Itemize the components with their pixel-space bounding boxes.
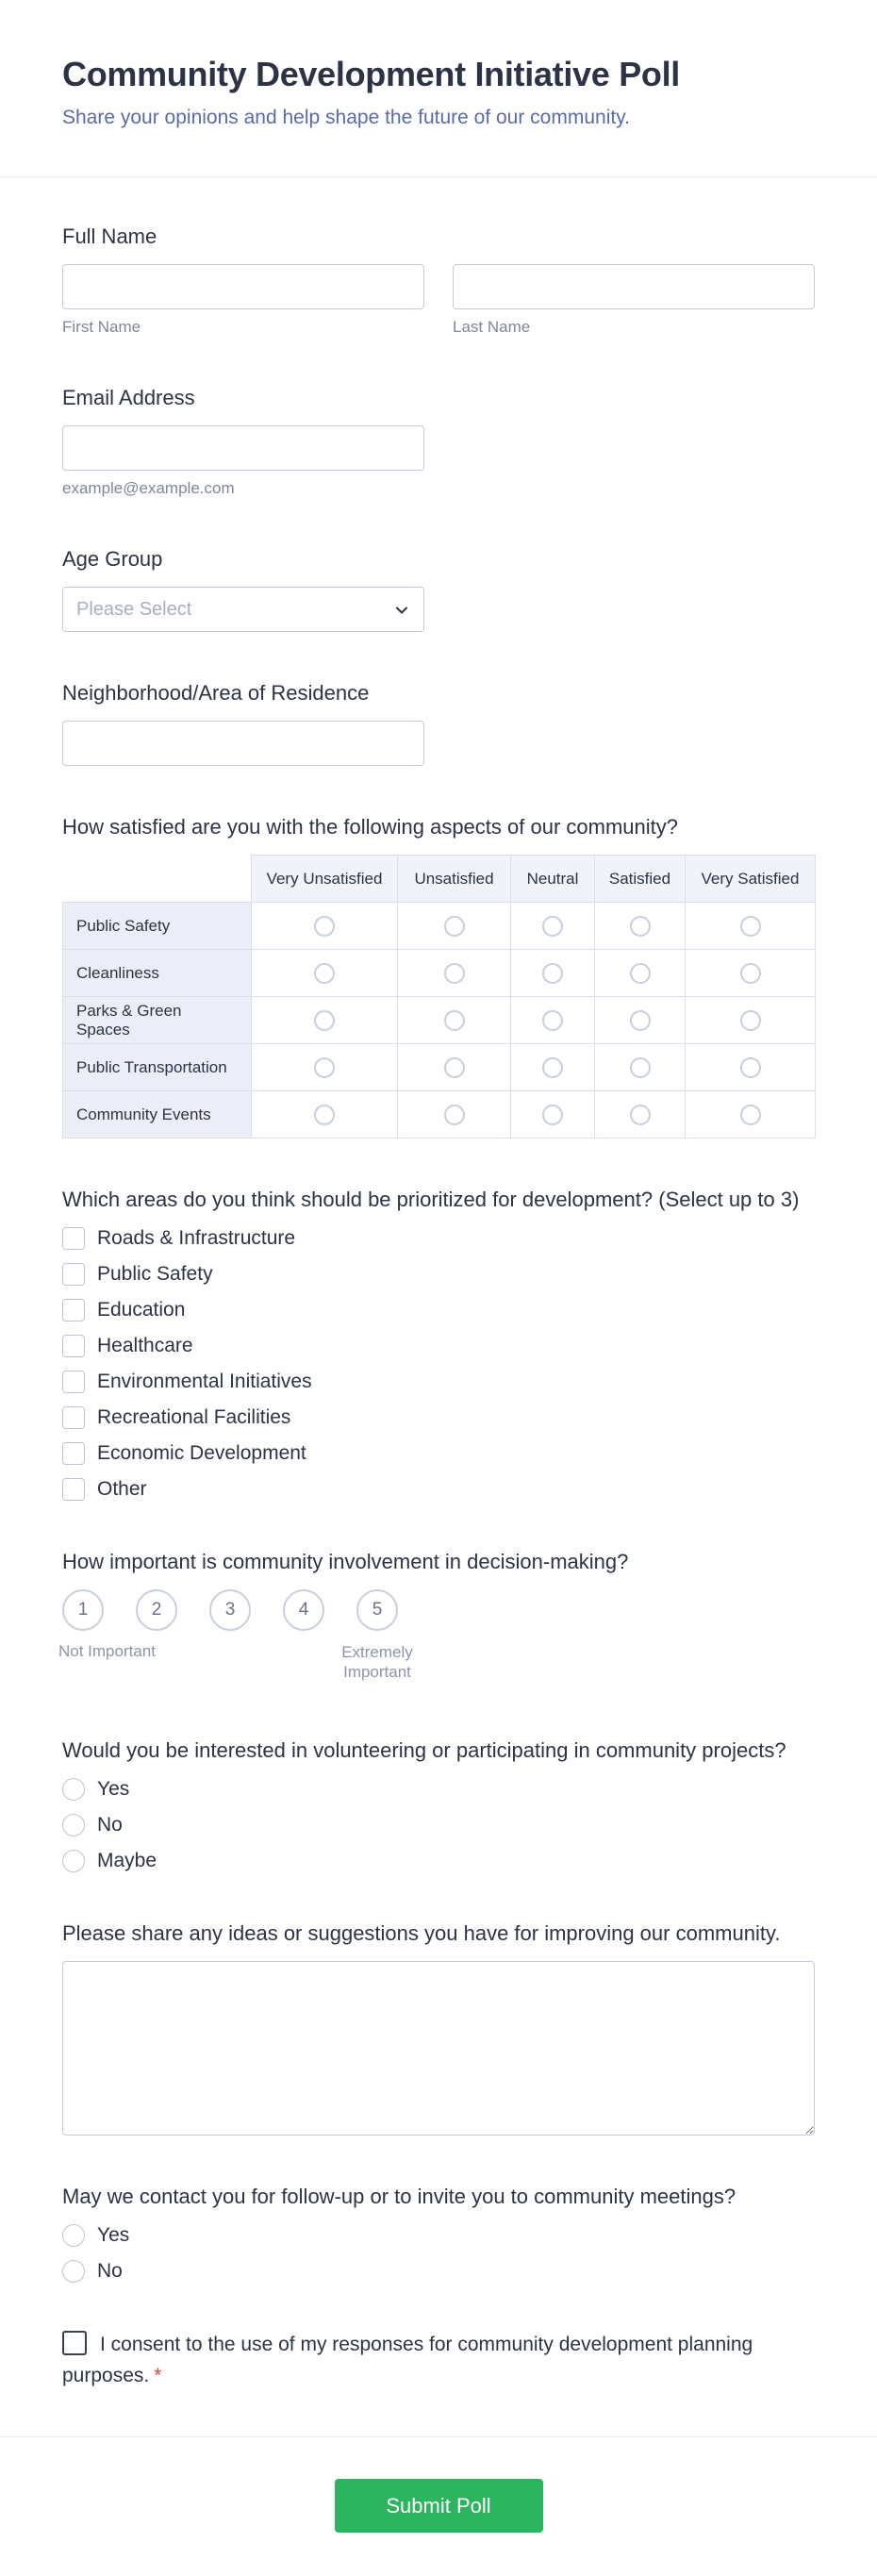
matrix-col-header-neutral: Neutral — [511, 856, 595, 903]
radio-option-contact-yes[interactable]: Yes — [62, 2224, 815, 2247]
checkbox-option-recreation[interactable]: Recreational Facilities — [62, 1406, 815, 1429]
consent-text: I consent to the use of my responses for community development planning purposes. — [62, 2334, 753, 2386]
matrix-row-public-safety — [63, 903, 816, 950]
matrix-radio[interactable] — [542, 963, 563, 984]
scale-option-3[interactable]: 3 — [209, 1589, 251, 1631]
question-full-name — [62, 224, 815, 337]
matrix-radio[interactable] — [740, 1057, 761, 1078]
radio-option-volunteer-maybe[interactable]: Maybe — [62, 1850, 815, 1872]
form-subtitle: Share your opinions and help shape the future of our community. — [62, 107, 630, 128]
radio-option-volunteer-no[interactable]: No — [62, 1814, 815, 1836]
checkbox-icon[interactable] — [62, 1263, 85, 1286]
checkbox-icon[interactable] — [62, 1299, 85, 1321]
matrix-row-label: Cleanliness — [63, 950, 252, 997]
matrix-row-events — [63, 1091, 816, 1138]
radio-icon[interactable] — [62, 1814, 85, 1836]
question-importance-scale — [58, 1550, 815, 1689]
checkbox-icon[interactable] — [62, 1227, 85, 1250]
radio-icon[interactable] — [62, 2260, 85, 2283]
satisfaction-matrix-table — [62, 855, 816, 1138]
importance-scale-label: How important is community involvement in decision-making? — [62, 1550, 629, 1573]
scale-option-1[interactable]: 1 — [62, 1589, 104, 1631]
matrix-radio[interactable] — [314, 1010, 335, 1031]
radio-option-volunteer-yes[interactable]: Yes — [62, 1778, 815, 1801]
question-volunteer — [62, 1738, 815, 1872]
age-group-select[interactable] — [62, 587, 424, 632]
radio-icon[interactable] — [62, 1778, 85, 1801]
radio-option-contact-no[interactable]: No — [62, 2260, 815, 2283]
matrix-radio[interactable] — [444, 1057, 465, 1078]
matrix-header-row — [63, 856, 816, 903]
priorities-label: Which areas do you think should be prioritized for development? (Select up to 3) — [62, 1188, 800, 1211]
email-sublabel: example@example.com — [62, 479, 235, 497]
matrix-radio[interactable] — [630, 1105, 651, 1125]
contact-label: May we contact you for follow-up or to invite you to community meetings? — [62, 2185, 736, 2208]
checkbox-icon[interactable] — [62, 1478, 85, 1501]
suggestions-label: Please share any ideas or suggestions you have for improving our community. — [62, 1921, 781, 1945]
form-body — [0, 177, 877, 2391]
checkbox-option-environment[interactable]: Environmental Initiatives — [62, 1371, 815, 1393]
full-name-row — [62, 264, 815, 337]
required-asterisk: * — [154, 2364, 162, 2386]
matrix-radio[interactable] — [314, 916, 335, 937]
importance-scale-widget — [58, 1589, 815, 1689]
matrix-radio[interactable] — [630, 1010, 651, 1031]
scale-options-row — [62, 1589, 815, 1631]
question-neighborhood — [62, 681, 815, 766]
last-name-fieldwrap — [453, 264, 815, 337]
matrix-radio[interactable] — [740, 1010, 761, 1031]
email-input[interactable] — [62, 425, 424, 471]
matrix-radio[interactable] — [740, 916, 761, 937]
matrix-radio[interactable] — [542, 1010, 563, 1031]
scale-option-5[interactable]: 5 — [356, 1589, 398, 1631]
scale-max-label: Extremely Important — [341, 1643, 413, 1682]
scale-option-4[interactable]: 4 — [283, 1589, 324, 1631]
matrix-corner-cell — [63, 856, 252, 903]
age-group-placeholder: Please Select — [76, 598, 192, 620]
last-name-input[interactable] — [453, 264, 815, 309]
checkbox-icon[interactable] — [62, 1371, 85, 1393]
checkbox-icon[interactable] — [62, 1406, 85, 1429]
form-footer — [0, 2436, 877, 2576]
neighborhood-input[interactable] — [62, 721, 424, 766]
question-age-group — [62, 547, 815, 632]
matrix-row-transportation — [63, 1044, 816, 1091]
submit-button[interactable]: Submit Poll — [335, 2479, 543, 2533]
matrix-row-parks — [63, 997, 816, 1044]
email-label: Email Address — [62, 386, 195, 409]
matrix-row-label: Public Safety — [63, 903, 252, 950]
matrix-radio[interactable] — [740, 1105, 761, 1125]
email-fieldwrap — [62, 425, 424, 498]
satisfaction-matrix-label: How satisfied are you with the following aspects of our community? — [62, 815, 678, 839]
matrix-radio[interactable] — [444, 1010, 465, 1031]
matrix-radio[interactable] — [542, 1105, 563, 1125]
matrix-row-label: Public Transportation — [63, 1044, 252, 1091]
checkbox-option-economic[interactable]: Economic Development — [62, 1442, 815, 1465]
question-consent — [62, 2330, 815, 2391]
matrix-radio[interactable] — [444, 1105, 465, 1125]
checkbox-option-education[interactable]: Education — [62, 1299, 815, 1321]
checkbox-icon[interactable] — [62, 1442, 85, 1465]
volunteer-label: Would you be interested in volunteering or participating in community projects? — [62, 1738, 786, 1762]
question-priorities — [62, 1188, 815, 1501]
matrix-radio[interactable] — [444, 963, 465, 984]
checkbox-icon[interactable] — [62, 1335, 85, 1357]
last-name-sublabel: Last Name — [453, 318, 531, 336]
checkbox-option-healthcare[interactable]: Healthcare — [62, 1335, 815, 1357]
matrix-col-header-very-satisfied: Very Satisfied — [686, 856, 816, 903]
consent-checkbox[interactable] — [62, 2331, 87, 2355]
radio-icon[interactable] — [62, 2224, 85, 2247]
chevron-down-icon — [392, 601, 411, 620]
matrix-row-cleanliness — [63, 950, 816, 997]
question-satisfaction-matrix — [62, 815, 815, 1138]
radio-icon[interactable] — [62, 1850, 85, 1872]
matrix-row-label: Parks & Green Spaces — [63, 997, 252, 1044]
matrix-radio[interactable] — [630, 963, 651, 984]
first-name-fieldwrap — [62, 264, 424, 337]
first-name-input[interactable] — [62, 264, 424, 309]
suggestions-textarea[interactable] — [62, 1961, 815, 2136]
matrix-radio[interactable] — [314, 963, 335, 984]
scale-option-2[interactable]: 2 — [136, 1589, 177, 1631]
matrix-radio[interactable] — [542, 1057, 563, 1078]
checkbox-option-roads[interactable]: Roads & Infrastructure — [62, 1227, 815, 1250]
matrix-radio[interactable] — [740, 963, 761, 984]
matrix-radio[interactable] — [630, 1057, 651, 1078]
matrix-radio[interactable] — [444, 916, 465, 937]
matrix-col-header-unsatisfied: Unsatisfied — [398, 856, 511, 903]
scale-min-label: Not Important — [58, 1642, 156, 1660]
matrix-radio[interactable] — [630, 916, 651, 937]
age-group-label: Age Group — [62, 547, 163, 571]
matrix-col-header-very-unsatisfied: Very Unsatisfied — [252, 856, 398, 903]
question-suggestions — [62, 1921, 815, 2136]
full-name-label: Full Name — [62, 224, 157, 248]
question-contact — [62, 2185, 815, 2283]
matrix-col-header-satisfied: Satisfied — [595, 856, 686, 903]
consent-row — [62, 2330, 765, 2391]
first-name-sublabel: First Name — [62, 318, 141, 336]
checkbox-option-public-safety[interactable]: Public Safety — [62, 1263, 815, 1286]
neighborhood-label: Neighborhood/Area of Residence — [62, 681, 370, 705]
neighborhood-fieldwrap — [62, 721, 424, 766]
question-email — [62, 386, 815, 498]
form-title: Community Development Initiative Poll — [62, 55, 681, 93]
checkbox-option-other[interactable]: Other — [62, 1478, 815, 1501]
matrix-radio[interactable] — [314, 1105, 335, 1125]
matrix-radio[interactable] — [542, 916, 563, 937]
matrix-radio[interactable] — [314, 1057, 335, 1078]
form-header — [0, 0, 877, 177]
matrix-row-label: Community Events — [63, 1091, 252, 1138]
